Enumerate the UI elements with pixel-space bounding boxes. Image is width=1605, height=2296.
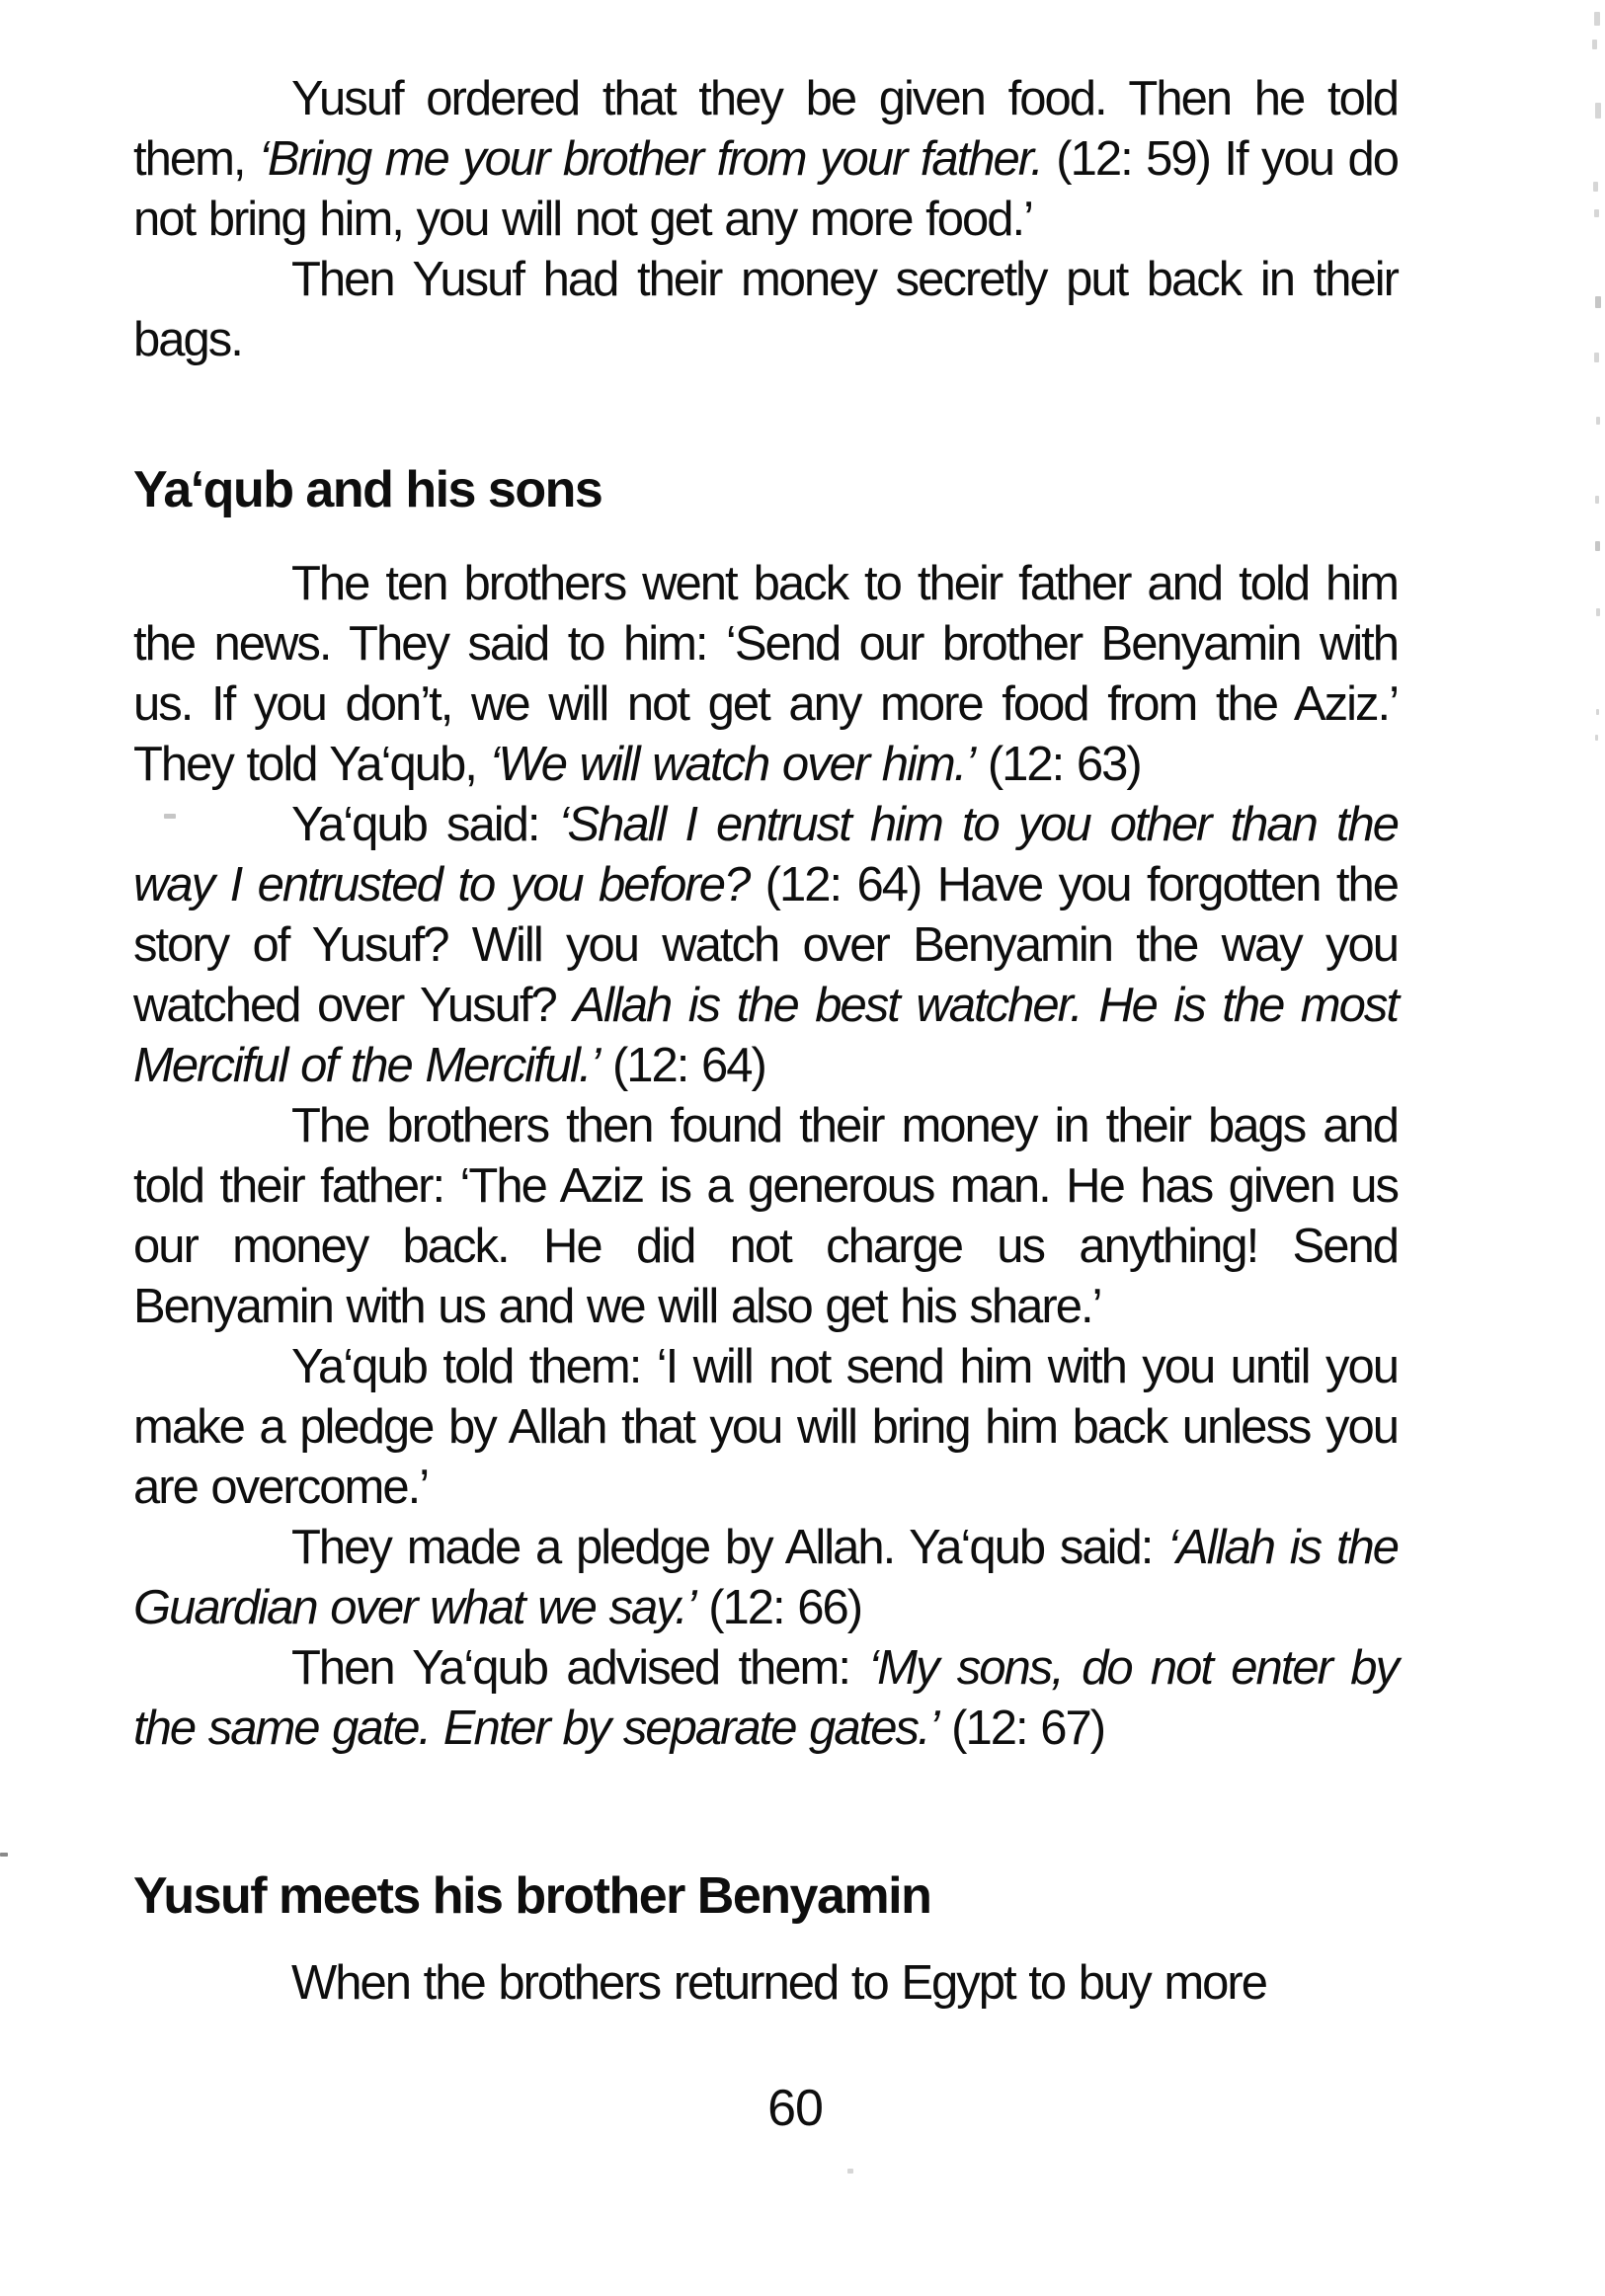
- text-run: Yusuf ordered that they be given food. Then he told them,: [133, 72, 1398, 186]
- scan-speck: [0, 1853, 8, 1857]
- paragraph-brothers-found-money: The brothers then found their money in their bags and told their father: ‘The Aziz is a generous man. He has given us our money back. He did not charge us anything! Send Benyamin with us and we will also get his share.’: [133, 1099, 1398, 1333]
- paragraph-separate-gates: [133, 1638, 1398, 1759]
- scan-speck: [1595, 496, 1599, 504]
- verse-reference: (12: 66): [694, 1581, 862, 1634]
- verse-reference: (12: 63): [974, 738, 1141, 791]
- paragraph-pledge-made: [133, 1518, 1398, 1638]
- scan-speck: [1596, 417, 1600, 425]
- paragraph-ten-brothers-return: [133, 554, 1398, 795]
- text-column: [133, 0, 1398, 2138]
- scan-speck: [847, 2169, 853, 2174]
- text-run-italic-quote: ‘My sons, do not enter by the same gate. Enter by separate gates.’: [133, 1641, 1398, 1755]
- scan-speck: [1596, 608, 1600, 616]
- scan-speck: [1593, 182, 1598, 192]
- scan-speck: [164, 814, 176, 819]
- text-run-italic-quote: ‘We will watch over him.’: [489, 738, 975, 791]
- paragraph-money-put-back: Then Yusuf had their money secretly put back in their bags.: [133, 253, 1398, 366]
- text-run: The ten brothers went back to their father and told him the news. They said to him: ‘Send our brother Benyamin with us. If you don’t, we will not get any more food from the Aziz.’ They told Ya‘qub,: [133, 557, 1398, 791]
- scan-speck: [1595, 735, 1598, 741]
- verse-reference: (12: 64): [599, 1039, 765, 1092]
- section-heading-yusuf-meets-benyamin: Yusuf meets his brother Benyamin: [133, 1867, 931, 1925]
- scan-speck: [1594, 353, 1599, 362]
- scan-speck: [1594, 12, 1600, 26]
- scan-speck: [1596, 709, 1599, 715]
- text-run: (12: 64) Have you forgotten the story of Yusuf? Will you watch over Benyamin the way you watched over Yusuf?: [133, 858, 1398, 1032]
- paragraph-return-to-egypt: When the brothers returned to Egypt to buy more: [291, 1956, 1266, 2010]
- text-run-italic-quote: Allah is the best watcher. He is the most Merciful of the Merciful.’: [133, 979, 1398, 1092]
- text-run: They made a pledge by Allah. Ya‘qub said:: [291, 1521, 1168, 1574]
- text-run-italic-quote: ‘Shall I entrust him to you other than the way I entrusted to you before?: [133, 798, 1398, 911]
- paragraph-yaqub-demands-pledge: Ya‘qub told them: ‘I will not send him with you until you make a pledge by Allah that you will bring him back unless you are overcome.’: [133, 1340, 1398, 1514]
- text-run: Ya‘qub said:: [291, 798, 559, 851]
- scan-speck: [1595, 296, 1601, 308]
- text-run: Then Ya‘qub advised them:: [291, 1641, 869, 1695]
- scan-speck: [1595, 103, 1601, 119]
- text-run: (12: 59) If you do not bring him, you will not get any more food.’: [133, 132, 1398, 246]
- paragraph-yusuf-gives-food: [133, 69, 1398, 250]
- scan-speck: [1595, 541, 1600, 551]
- paragraph-yaqub-entrust: [133, 795, 1398, 1096]
- scan-speck: [1594, 209, 1599, 217]
- scan-speck: [1592, 40, 1597, 49]
- verse-reference: (12: 67): [937, 1702, 1105, 1755]
- page-number: 60: [767, 2080, 823, 2137]
- section-heading-yaqub-and-his-sons: Ya‘qub and his sons: [133, 461, 602, 518]
- text-run-italic-quote: ‘Allah is the Guardian over what we say.’: [133, 1521, 1398, 1634]
- text-run-italic-quote: ‘Bring me your brother from your father.: [258, 132, 1042, 186]
